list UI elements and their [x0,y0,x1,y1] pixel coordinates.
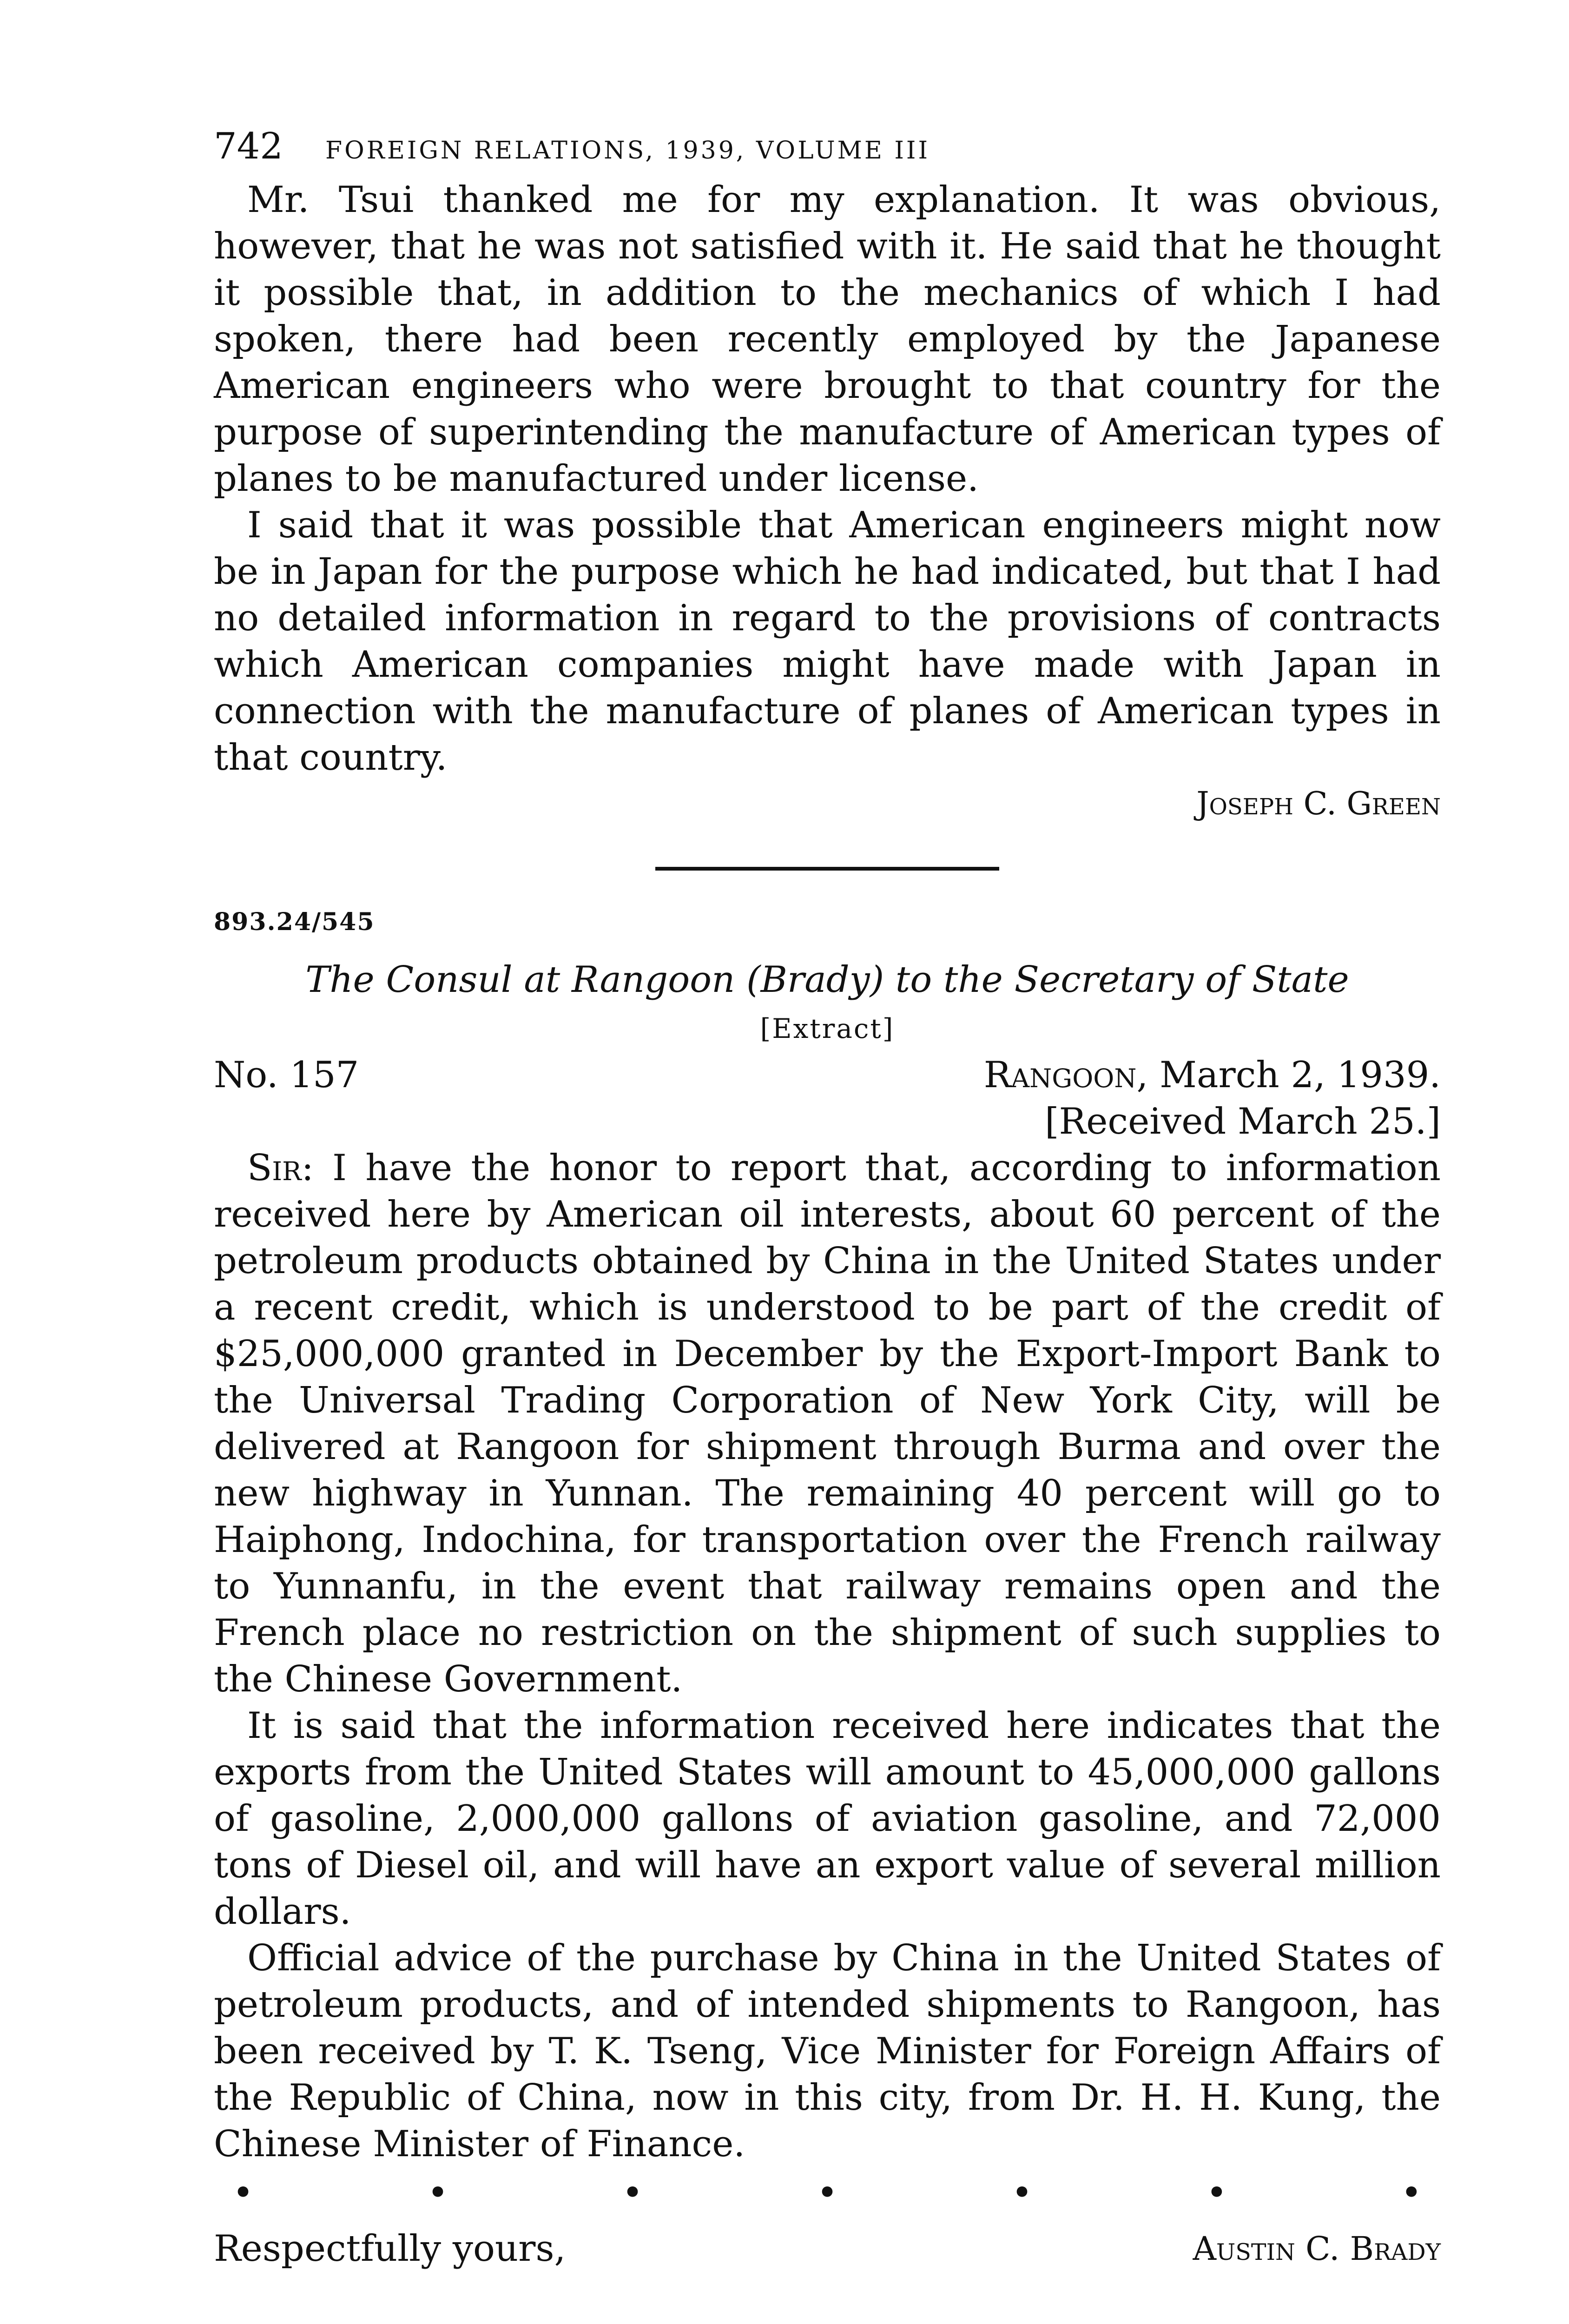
document-title: The Consul at Rangoon (Brady) to the Secretary of State [305,959,1349,1001]
omission-dot: • [1011,2172,1033,2214]
page-number: 742 [214,125,283,167]
document-place-date [984,1052,1441,1098]
omission-dot: • [1206,2172,1227,2214]
page-header [214,125,1441,177]
omission-dot: • [816,2172,838,2214]
paragraph-oil-report [214,1145,1441,1703]
signature-brady: Austin C. Brady [1193,2230,1441,2268]
omission-dot: • [427,2172,448,2214]
omission-dot: • [621,2172,643,2214]
omission-dots [214,2167,1441,2218]
received-date: [Received March 25.] [1045,1101,1441,1142]
paragraph-export-amounts: It is said that the information received here indicates that the exports from the United States will amount to 45,000,000 gallons of gasoline, 2,000,000 gallons of aviation gasoline, and 72,000 tons of Diesel oil, and will have an export value of several million dollars. [214,1705,1441,1933]
document-meta-row [214,1052,1441,1098]
paragraph-engineers-possible: I said that it was possible that American engineers might now be in Japan for the purpose which he had indicated, but that I had no detailed information in regard to the provisions of contracts which American companies might have made with Japan in connection with the manufacture of planes of American types in that country. [214,504,1441,779]
extract-label: [Extract] [760,1013,895,1044]
paragraph-tsui-thanked: Mr. Tsui thanked me for my explanation. It was obvious, however, that he was not satisfied with it. He said that he thought it possible that, in addition to the mechanics of which I had spoken, there had been recently employed by the Japanese American engineers who were brought to that country for the purpose of superintending the manufacture of American types of planes to be manufactured under license. [214,179,1441,500]
closing-row [214,2223,1441,2274]
omission-dot: • [232,2172,254,2214]
section-divider [655,867,999,871]
omission-dot: • [1400,2172,1422,2214]
file-number: 893.24/545 [214,908,375,936]
running-head: FOREIGN RELATIONS, 1939, VOLUME III [325,137,930,165]
paragraph-oil-report-text: : I have the honor to report that, according to information received here by American oil interests, about 60 percent of the petroleum products obtained by China in the United States under a recent credit, which is understood to be part of the credit of $25,000,000 granted in December by the Export-Import Bank to the Universal Trading Corporation of New York City, will be delivered at Rangoon for shipment through Burma and over the new highway in Yunnan. The remaining 40 percent will go to Haiphong, Indochina, for transportation over the French railway to Yunnanfu, in the event that railway remains open and the French place no restriction on the shipment of such supplies to the Chinese Government. [214,1147,1441,1700]
paragraph-official-advice: Official advice of the purchase by China in the United States of petroleum products, and of intended shipments to Rangoon, has been received by T. K. Tseng, Vice Minister for Foreign Affairs of the Republic of China, now in this city, from Dr. H. H. Kung, the Chinese Minister of Finance. [214,1937,1441,2165]
salutation: Sir [247,1147,302,1189]
signature-green: Joseph C. Green [1196,786,1441,822]
document-number: No. 157 [214,1054,359,1096]
document-place: Rangoon [983,1054,1137,1096]
document-page [214,125,1441,2274]
closing-phrase: Respectfully yours, [214,2228,566,2270]
document-date: , March 2, 1939. [1136,1054,1441,1096]
